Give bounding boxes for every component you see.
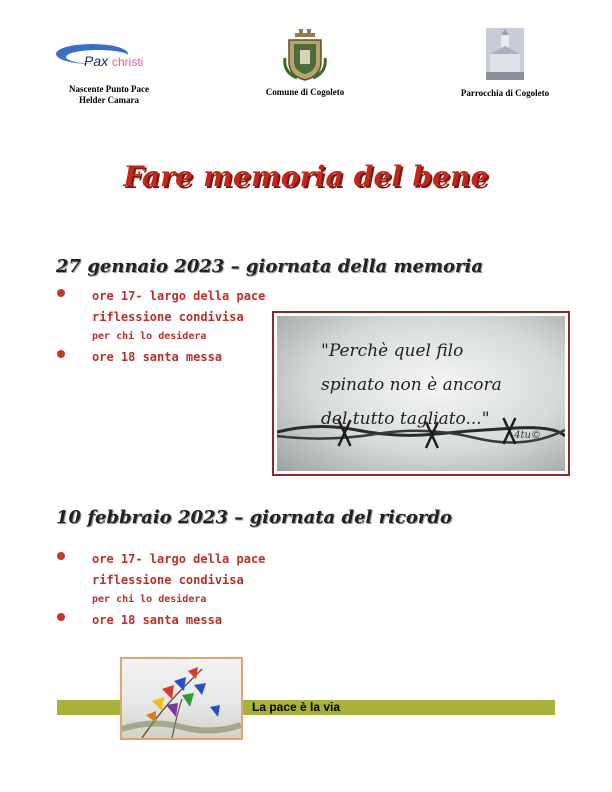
list-item — [56, 346, 265, 367]
logo-christi-text: christi — [112, 55, 144, 69]
logo-pax-text: Pax — [84, 53, 109, 69]
item-mass: ore 18 santa messa — [92, 350, 223, 364]
quote-signature: 4tu© — [514, 430, 541, 441]
item-mass: ore 18 santa messa — [92, 613, 223, 627]
nascente-label-line1: Nascente Punto Pace — [69, 84, 149, 94]
event-list-ricordo — [56, 548, 265, 630]
item-description: riflessione condivisa — [92, 573, 244, 587]
item-note: per chi lo desidera — [92, 331, 207, 342]
list-item — [56, 285, 265, 346]
item-time-place: ore 17- largo della pace — [92, 289, 266, 303]
event-list-memoria — [56, 285, 265, 367]
quote-line2: spinato non è ancora — [321, 375, 502, 395]
peace-flags-photo — [120, 657, 243, 740]
pax-christi-block — [44, 28, 174, 106]
bullet-dot-icon — [57, 552, 65, 560]
church-icon — [486, 28, 524, 80]
footer-text: La pace è la via — [252, 700, 341, 714]
quote-background — [277, 316, 565, 471]
list-item — [56, 609, 265, 630]
bullet-dot-icon — [57, 289, 65, 297]
quote-line1: "Perchè quel filo — [321, 341, 464, 361]
nascente-label-line2: Helder Camara — [78, 95, 140, 105]
prayer-flags-icon — [122, 659, 241, 738]
parrocchia-block — [440, 28, 570, 99]
pax-christi-logo-icon — [54, 36, 164, 80]
page-title: Fare memoria del bene — [123, 160, 489, 193]
quote-line3: del tutto tagliato..." — [321, 409, 490, 429]
item-description: riflessione condivisa — [92, 310, 244, 324]
parrocchia-label: Parrocchia di Cogoleto — [460, 88, 550, 98]
bullet-dot-icon — [57, 613, 65, 621]
event-heading-ricordo: 10 febbraio 2023 – giornata del ricordo — [56, 507, 452, 528]
quote-text — [321, 334, 561, 436]
item-time-place: ore 17- largo della pace — [92, 552, 266, 566]
event-heading-memoria: 27 gennaio 2023 – giornata della memoria — [56, 256, 484, 277]
bullet-dot-icon — [57, 350, 65, 358]
list-item — [56, 548, 265, 609]
comune-block — [245, 28, 365, 98]
item-note: per chi lo desidera — [92, 594, 207, 605]
barbed-wire-quote-image — [272, 311, 570, 476]
municipal-crest-icon — [283, 28, 327, 82]
comune-label: Comune di Cogoleto — [265, 87, 345, 97]
